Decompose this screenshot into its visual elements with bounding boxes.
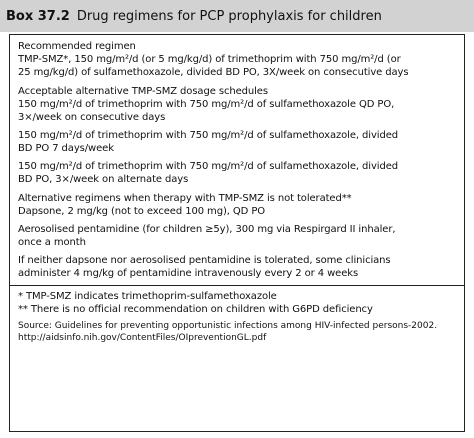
divider — [10, 285, 464, 286]
schedule-line: BD PO 7 days/week — [18, 143, 114, 154]
footnote: * TMP-SMZ indicates trimethoprim-sulfamethoxazole — [18, 291, 277, 302]
schedule-line: 150 mg/m²/d of trimethoprim with 750 mg/m²/d of sulfamethoxazole, divided — [18, 161, 399, 172]
pentamidine-line: once a month — [18, 237, 86, 248]
fallback-note: administer 4 mg/kg of pentamidine intravenously every 2 or 4 weeks — [18, 268, 359, 279]
regimen-line: TMP-SMZ*, 150 mg/m²/d (or 5 mg/kg/d) of trimethoprim with 750 mg/m²/d (or — [18, 54, 401, 65]
pentamidine-line: Aerosolised pentamidine (for children ≥5y), 300 mg via Respirgard II inhaler, — [18, 224, 396, 235]
schedule-line: BD PO, 3×/week on alternate days — [18, 174, 189, 185]
alternative-section — [18, 85, 464, 186]
schedule-line: 3×/week on consecutive days — [18, 112, 166, 123]
intolerant-section — [18, 192, 464, 280]
source-citation — [18, 320, 464, 344]
box-title: Drug regimens for PCP prophylaxis for children — [76, 8, 382, 24]
fallback-note: If neither dapsone nor aerosolised pentamidine is tolerated, some clinicians — [18, 255, 391, 266]
regimen-line: 25 mg/kg/d) of sulfamethoxazole, divided BD PO, 3X/week on consecutive days — [18, 67, 409, 78]
source-line: Source: Guidelines for preventing opportunistic infections among HIV-infected persons-2002. — [18, 321, 438, 331]
section-heading: Recommended regimen — [18, 41, 136, 52]
schedule-line: 150 mg/m²/d of trimethoprim with 750 mg/m²/d of sulfamethoxazole, divided — [18, 130, 399, 141]
dapsone-line: Dapsone, 2 mg/kg (not to exceed 100 mg), QD PO — [18, 206, 266, 217]
footnotes — [18, 290, 464, 316]
source-url: http://aidsinfo.nih.gov/ContentFiles/OIpreventionGL.pdf — [18, 333, 267, 343]
recommended-section — [18, 40, 464, 79]
section-heading: Alternative regimens when therapy with TMP-SMZ is not tolerated** — [18, 193, 352, 204]
box-header — [0, 0, 474, 32]
schedule-line: 150 mg/m²/d of trimethoprim with 750 mg/m²/d of sulfamethoxazole QD PO, — [18, 99, 395, 110]
section-heading: Acceptable alternative TMP-SMZ dosage schedules — [18, 86, 268, 97]
footnote: ** There is no official recommendation on children with G6PD deficiency — [18, 304, 373, 315]
box-content — [9, 34, 465, 432]
box-number: Box 37.2 — [6, 8, 70, 24]
